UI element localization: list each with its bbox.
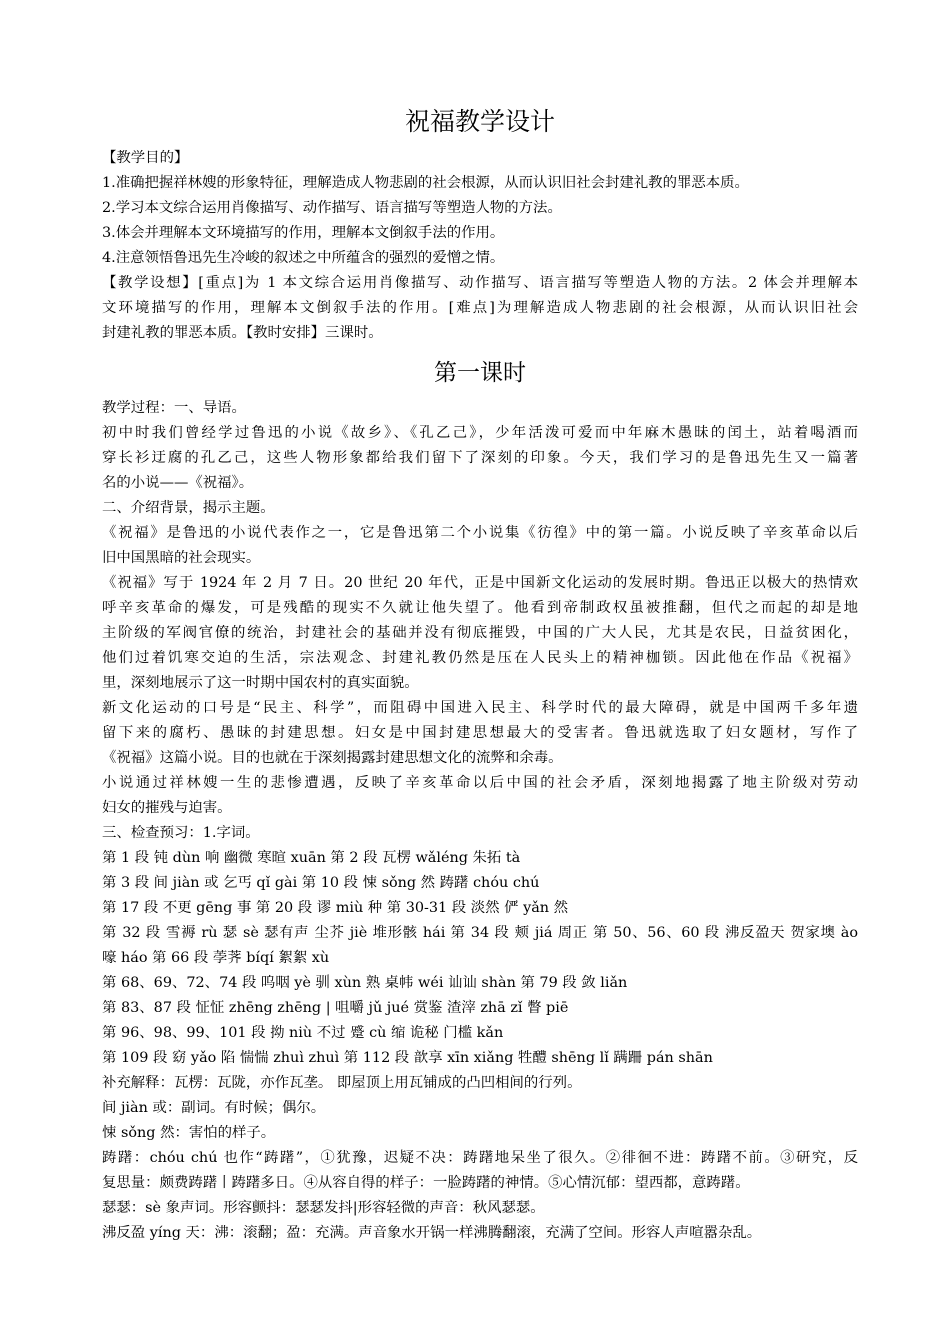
text-line: 沸反盈 yíng 天：沸：滚翻；盈：充满。声音象水开锅一样沸腾翻滚，充满了空间。形容人声喧嚣杂乱。 — [102, 1225, 762, 1241]
text-line: 间 jiàn 或：副词。有时候；偶尔。 — [102, 1100, 326, 1116]
text-line: 1.准确把握祥林嫂的形象特征，理解造成人物悲剧的社会根源，从而认识旧社会封建礼教的罪恶本质。 — [102, 175, 749, 191]
text-line: 第 17 段 不更 gēng 事 第 20 段 谬 miù 种 第 30-31 段 淡然 俨 yǎn 然 — [102, 900, 569, 916]
text-line: 4.注意领悟鲁迅先生冷峻的叙述之中所蕴含的强烈的爱憎之情。 — [102, 250, 505, 266]
text-line: 封建礼教的罪恶本质。【教时安排】三课时。 — [102, 325, 383, 341]
text-line: 妇女的摧残与迫害。 — [102, 800, 232, 816]
text-line: 【教学目的】 — [102, 150, 189, 166]
text-line: 留下来的腐朽、愚昧的封建思想。妇女是中国封建思想最大的受害者。鲁迅就选取了妇女题材，写作了 — [102, 725, 858, 741]
text-line: 二、介绍背景，揭示主题。 — [102, 500, 275, 516]
text-line: 名的小说——《祝福》。 — [102, 475, 254, 491]
document-title: 祝福教学设计 — [404, 107, 555, 136]
text-line: 3.体会并理解本文环境描写的作用，理解本文倒叙手法的作用。 — [102, 225, 505, 241]
text-line: 悚 sǒng 然：害怕的样子。 — [102, 1125, 276, 1141]
text-line: 他们过着饥寒交迫的生活，宗法观念、封建礼教仍然是压在人民头上的精神枷锁。因此他在作品《祝福》 — [102, 650, 858, 666]
text-line: 第 32 段 雪褥 rù 瑟 sè 瑟有声 尘芥 jiè 堆形骸 hái 第 34 段 颊 jiá 周正 第 50、56、60 段 沸反盈天 贺家墺 ào — [102, 925, 858, 941]
text-line: 踌躇：chóu chú 也作“踌躇”，①犹豫，迟疑不决：踌躇地呆坐了很久。②徘徊不进：踌躇不前。③研究，反 — [102, 1150, 858, 1166]
text-line: 第 68、69、72、74 段 呜咽 yè 驯 xùn 熟 桌帏 wéi 讪讪 shàn 第 79 段 敛 liǎn — [102, 975, 628, 991]
text-line: 第 1 段 钝 dùn 响 幽微 寒暄 xuān 第 2 段 瓦楞 wǎléng 朱拓 tà — [102, 850, 521, 866]
text-line: 复思量：颇费踌躇丨踌躇多日。④从容自得的样子：一脸踌躇的神情。⑤心情沉郁：望西都，意踌躇。 — [102, 1175, 750, 1191]
text-line: 第 109 段 窈 yǎo 陷 惴惴 zhuì zhuì 第 112 段 歆享 xīn xiǎng 牲醴 shēng lǐ 蹒跚 pán shān — [102, 1050, 713, 1066]
text-line: 补充解释：瓦楞：瓦陇，亦作瓦垄。 即屋顶上用瓦铺成的凸凹相间的行列。 — [102, 1075, 582, 1091]
section-title: 第一课时 — [434, 360, 526, 386]
text-line: 第 96、98、99、101 段 拗 niù 不过 蹙 cù 缩 诡秘 门槛 kǎn — [102, 1025, 504, 1041]
text-line: 教学过程：一、导语。 — [102, 400, 246, 416]
text-line: 嚎 háo 第 66 段 荸荠 bíqí 絮絮 xù — [102, 950, 330, 966]
text-line: 第 83、87 段 怔怔 zhēng zhēng | 咀嚼 jǔ jué 赏鉴 渣滓 zhā zǐ 瞥 piē — [102, 1000, 569, 1016]
text-line: 小说通过祥林嫂一生的悲惨遭遇，反映了辛亥革命以后中国的社会矛盾，深刻地揭露了地主阶级对劳动 — [102, 775, 858, 791]
intro-block — [102, 146, 858, 346]
text-line: 《祝福》写于 1924 年 2 月 7 日。20 世纪 20 年代，正是中国新文化运动的发展时期。鲁迅正以极大的热情欢 — [102, 575, 858, 591]
text-line: 呼辛亥革命的爆发，可是残酷的现实不久就让他失望了。他看到帝制政权虽被推翻，但代之而起的却是地 — [102, 600, 858, 616]
lesson-block — [102, 396, 858, 1246]
text-line: 初中时我们曾经学过鲁迅的小说《故乡》、《孔乙己》，少年活泼可爱而中年麻木愚昧的闰土，站着喝酒而 — [102, 425, 858, 441]
text-line: 【教学设想】[重点]为 1 本文综合运用肖像描写、动作描写、语言描写等塑造人物的方法。2 体会并理解本 — [102, 275, 858, 291]
text-line: 新文化运动的口号是“民主、科学”，而阻碍中国进入民主、科学时代的最大障碍，就是中国两千多年遗 — [102, 700, 858, 716]
text-line: 2.学习本文综合运用肖像描写、动作描写、语言描写等塑造人物的方法。 — [102, 200, 562, 216]
text-line: 第 3 段 间 jiàn 或 乞丐 qǐ gài 第 10 段 悚 sǒng 然 踌躇 chóu chú — [102, 875, 540, 891]
text-line: 主阶级的军阀官僚的统治，封建社会的基础并没有彻底摧毁，中国的广大人民，尤其是农民，日益贫困化， — [102, 625, 858, 641]
text-line: 《祝福》这篇小说。目的也就在于深刻揭露封建思想文化的流弊和余毒。 — [102, 750, 563, 766]
text-line: 瑟瑟：sè 象声词。形容颤抖：瑟瑟发抖|形容轻微的声音：秋风瑟瑟。 — [102, 1200, 545, 1216]
text-line: 三、检查预习：1.字词。 — [102, 825, 260, 841]
text-line: 里，深刻地展示了这一时期中国农村的真实面貌。 — [102, 675, 419, 691]
text-line: 文环境描写的作用，理解本文倒叙手法的作用。[难点]为理解造成人物悲剧的社会根源，从而认识旧社会 — [102, 300, 858, 316]
text-line: 穿长衫迂腐的孔乙己，这些人物形象都给我们留下了深刻的印象。今天，我们学习的是鲁迅先生又一篇著 — [102, 450, 858, 466]
text-line: 旧中国黑暗的社会现实。 — [102, 550, 261, 566]
text-line: 《祝福》是鲁迅的小说代表作之一，它是鲁迅第二个小说集《彷徨》中的第一篇。小说反映了辛亥革命以后 — [102, 525, 858, 541]
